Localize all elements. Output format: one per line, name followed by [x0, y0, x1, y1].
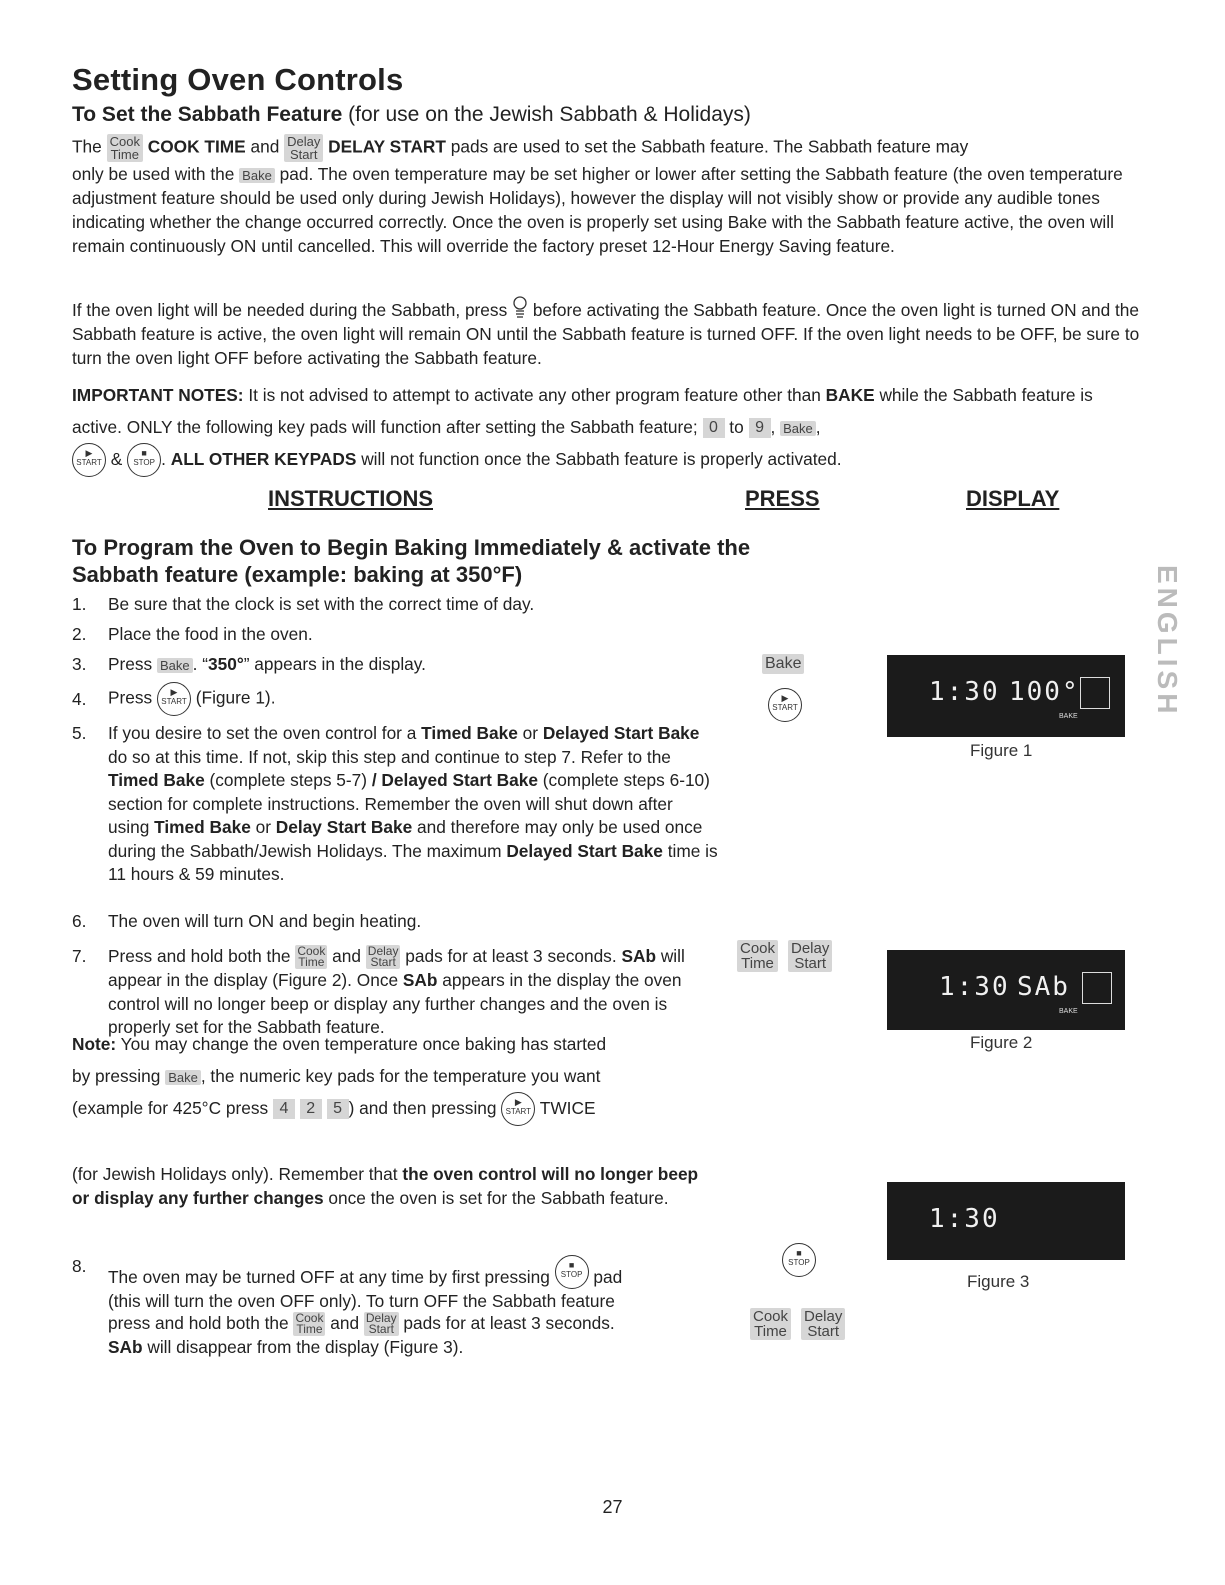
pad-text: Cook — [297, 944, 326, 959]
text-bold: DELAY START — [323, 136, 446, 157]
text: If you desire to set the oven control for a — [108, 723, 422, 743]
play-icon: ▶ — [514, 1097, 522, 1108]
press-bake-pad: Bake — [762, 654, 804, 674]
text: once the oven is set for the Sabbath feature. — [323, 1187, 669, 1208]
text-bold: ALL OTHER KEYPADS — [170, 449, 357, 469]
subtitle — [72, 103, 751, 127]
text: & — [106, 449, 128, 469]
text: will disappear from the display (Figure 3). — [142, 1337, 464, 1358]
text: (Figure 1). — [190, 687, 276, 708]
display-bake-label: BAKE — [1059, 1008, 1078, 1015]
step-number: 3. — [72, 654, 87, 674]
text-bold: Timed Bake — [421, 723, 518, 743]
start-pad-icon — [157, 682, 191, 716]
bake-pad: Bake — [239, 168, 275, 183]
step-text — [108, 653, 718, 677]
text-bold: COOK TIME — [142, 136, 246, 157]
pad-text: Time — [754, 1323, 787, 1340]
intro-paragraph-3 — [72, 379, 1142, 477]
display-bake-label: BAKE — [1059, 713, 1078, 720]
step-text: The oven will turn ON and begin heating. — [108, 911, 422, 931]
subtitle-rest: (for use on the Jewish Sabbath & Holidays) — [342, 103, 751, 126]
text: pad — [588, 1267, 623, 1287]
pad-text: STOP — [560, 1270, 583, 1279]
stop-icon: ■ — [568, 1260, 575, 1270]
text-bold: Timed Bake — [108, 770, 205, 790]
text: and — [327, 946, 366, 966]
display-temperature: 100° — [1009, 677, 1080, 707]
text-bold: 350° — [207, 654, 244, 674]
text: , the numeric key pads for the temperature you want — [200, 1066, 601, 1086]
text: (this will turn the oven OFF only). To turn OFF the Sabbath feature — [108, 1290, 615, 1311]
press-cook-time-pad — [750, 1308, 791, 1340]
step-number: 7. — [72, 946, 87, 966]
subtitle-bold: To Set the Sabbath Feature — [72, 103, 343, 126]
text: pads for at least 3 seconds. — [398, 1313, 615, 1333]
text-bold: Timed Bake — [154, 817, 251, 837]
oven-display-figure-1 — [887, 655, 1125, 737]
pad-text: Start — [807, 1323, 840, 1340]
oven-display-figure-2 — [887, 950, 1125, 1030]
pad-text: Cook — [740, 940, 776, 957]
display-time: 1:30 — [939, 972, 1010, 1002]
step-number: 5. — [72, 723, 87, 743]
text: will not function once the Sabbath feature is properly activated. — [356, 449, 842, 469]
bake-pad: Bake — [780, 421, 816, 436]
text: pads for at least 3 seconds. — [400, 946, 617, 966]
text: ) and then pressing — [348, 1098, 502, 1118]
text: (complete steps 6-10) section for complete instructions. Remember the oven will shut down after using — [108, 770, 710, 837]
oven-display-figure-3 — [887, 1182, 1125, 1260]
step-text — [108, 682, 718, 716]
pad-text: Delay — [287, 134, 321, 149]
pad-text: Time — [298, 955, 325, 970]
figure-3-caption: Figure 3 — [967, 1272, 1030, 1291]
display-indicator-box — [1082, 972, 1112, 1004]
play-icon: ▶ — [170, 687, 178, 697]
text-bold: Delayed Start Bake — [542, 723, 700, 743]
text: , — [770, 417, 781, 437]
pad-text: Delay — [804, 1308, 843, 1325]
pad-text: STOP — [133, 458, 155, 468]
pad-text: STOP — [788, 1258, 810, 1267]
text: pads are used to set the Sabbath feature. The Sabbath feature may — [445, 136, 969, 157]
text: pad. The oven temperature may be set higher or lower after setting the Sabbath feature (the oven temperature adjustment feature should be used only during Jewish Holidays), however the display will not visibly show or provide any audible tones indicating whether the change occurred correctly. Once the oven is properly set using Bake with the Sabbath feature active, the oven will remain continuously ON until cancelled. This will override the factory preset 12-Hour Energy Saving feature. — [72, 164, 1123, 256]
stop-pad-icon — [555, 1255, 589, 1289]
step-number: 2. — [72, 624, 87, 644]
figure-1-caption: Figure 1 — [970, 741, 1033, 760]
pad-text: START — [772, 703, 798, 712]
pad-text: Start — [794, 955, 827, 972]
text: It is not advised to attempt to activate any other program feature other than — [243, 385, 826, 405]
start-pad-icon — [72, 443, 106, 477]
figure-2-caption: Figure 2 — [970, 1033, 1033, 1052]
text: will appear in the display (Figure 2). Once — [108, 946, 685, 991]
stop-pad-icon — [127, 443, 161, 477]
pad-text: Delay — [365, 1311, 397, 1326]
display-time: 1:30 — [929, 677, 1000, 707]
delay-start-pad — [364, 1312, 399, 1336]
step-number: 1. — [72, 594, 87, 614]
page-title: Setting Oven Controls — [72, 62, 404, 97]
press-stop-pad-icon — [782, 1243, 816, 1277]
display-time: 1:30 — [929, 1204, 1000, 1234]
page-number: 27 — [602, 1497, 623, 1517]
text-bold: SAb — [402, 970, 438, 991]
display-indicator-box — [1080, 677, 1110, 709]
display-header: DISPLAY — [966, 486, 1060, 511]
text: The — [72, 136, 107, 157]
pad-text: Start — [370, 955, 396, 970]
step-text — [108, 1312, 748, 1360]
text: TWICE — [535, 1098, 596, 1118]
bake-pad: Bake — [165, 1070, 201, 1085]
pad-text: Cook — [753, 1308, 789, 1325]
step-text — [108, 945, 718, 1040]
pad-text: START — [505, 1107, 532, 1117]
step-text: Be sure that the clock is set with the correct time of day. — [108, 594, 535, 614]
key-2-pad: 2 — [300, 1099, 322, 1119]
key-5-pad: 5 — [327, 1099, 349, 1119]
pad-text: Start — [290, 147, 318, 162]
note-paragraph — [72, 1028, 712, 1126]
pad-text: START — [161, 697, 187, 706]
text: while the Sabbath feature is active. ONLY the following key pads will function after setting the Sabbath feature; — [72, 385, 1093, 437]
delay-start-pad — [284, 134, 323, 162]
note-label: Note: — [72, 1034, 117, 1054]
text: (for Jewish Holidays only). Remember that — [72, 1164, 403, 1184]
press-cook-time-pad — [737, 940, 778, 972]
text: , — [815, 417, 821, 437]
intro-paragraph-1 — [72, 134, 1142, 258]
play-icon: ▶ — [85, 448, 93, 459]
pad-text: Time — [741, 955, 774, 972]
text: do so at this time. If not, skip this step and continue to step 7. Refer to the — [108, 746, 671, 767]
text: and — [245, 136, 285, 157]
text: press and hold both the — [108, 1313, 294, 1333]
pad-text: Delay — [791, 940, 830, 957]
step-number: 8. — [72, 1256, 87, 1276]
step-number: 6. — [72, 911, 87, 931]
text: or — [517, 723, 543, 743]
light-bulb-icon — [512, 296, 528, 316]
text-bold: SAb — [108, 1337, 143, 1358]
text: only be used with the — [72, 164, 240, 184]
section-title: To Program the Oven to Begin Baking Immediately & activate the Sabbath feature (example: baking at 350°F) — [72, 535, 751, 587]
text: (example for 425°C press — [72, 1098, 273, 1118]
text: . — [161, 449, 171, 469]
step-text — [108, 1255, 748, 1313]
note-paragraph-cont — [72, 1163, 712, 1210]
language-side-tab: ENGLISH — [1152, 565, 1183, 718]
text: Press — [108, 654, 157, 674]
text: The oven may be turned OFF at any time by first pressing — [108, 1267, 555, 1287]
pad-text: Time — [296, 1322, 323, 1337]
intro-paragraph-2 — [72, 296, 1142, 370]
text: . “ — [192, 654, 208, 674]
text: before activating the Sabbath feature. Once the oven light is turned ON and the Sabbath feature is active, the oven light will remain ON until the Sabbath feature is turned OFF. If the oven light needs to be OFF, be sure to turn the oven light OFF before activating the Sabbath feature. — [72, 300, 1140, 368]
cook-time-pad — [293, 1312, 325, 1336]
text: by pressing — [72, 1066, 166, 1086]
text: If the oven light will be needed during the Sabbath, press — [72, 300, 513, 320]
delay-start-pad — [366, 945, 401, 969]
instructions-header: INSTRUCTIONS — [268, 486, 433, 511]
press-delay-start-pad — [801, 1308, 845, 1340]
text-bold: SAb — [621, 946, 657, 966]
text: and — [325, 1313, 364, 1333]
play-icon: ▶ — [781, 693, 789, 703]
step-text: Place the food in the oven. — [108, 624, 313, 644]
pad-text: START — [76, 458, 102, 468]
text: and therefore may only be used once during the Sabbath/Jewish Holidays. The maximum — [108, 817, 703, 861]
text: (complete steps 5-7) — [204, 770, 372, 790]
step-text — [108, 722, 718, 887]
press-delay-start-pad — [788, 940, 832, 972]
text-bold: Delayed Start Bake — [506, 840, 663, 861]
text: You may change the oven temperature once baking has started — [116, 1034, 607, 1054]
pad-text: Cook — [109, 134, 140, 149]
text: time is 11 hours & 59 minutes. — [108, 840, 718, 884]
bake-pad: Bake — [157, 658, 193, 673]
press-header: PRESS — [745, 486, 820, 511]
text-bold: Delay Start Bake — [275, 817, 413, 837]
text: Press and hold both the — [108, 946, 296, 966]
stop-icon: ■ — [141, 448, 147, 459]
cook-time-pad — [107, 134, 143, 162]
text: to — [724, 417, 749, 437]
pad-text: Delay — [367, 944, 399, 959]
text: ” appears in the display. — [243, 654, 426, 674]
important-label: IMPORTANT NOTES: — [72, 385, 244, 405]
step-number: 4. — [72, 689, 87, 709]
key-4-pad: 4 — [273, 1099, 295, 1119]
press-start-pad-icon — [768, 688, 802, 722]
stop-icon: ■ — [796, 1248, 802, 1258]
pad-text: Time — [110, 147, 139, 162]
pad-text: Cook — [295, 1311, 324, 1326]
display-sabbath: SAb — [1017, 972, 1070, 1002]
text-bold: the oven control will no longer beep or display any further changes — [72, 1164, 699, 1208]
start-pad-icon — [501, 1092, 535, 1126]
text-bold: BAKE — [825, 385, 875, 405]
text-bold: / Delayed Start Bake — [371, 770, 538, 790]
text: or — [250, 817, 276, 837]
text: Press — [108, 687, 157, 708]
text: appears in the display the oven control will no longer beep or display any further changes and the oven is properly set for the Sabbath feature. — [108, 970, 682, 1038]
key-0-pad: 0 — [703, 418, 725, 438]
key-9-pad: 9 — [749, 418, 771, 438]
cook-time-pad — [295, 945, 327, 969]
pad-text: Start — [368, 1322, 394, 1337]
